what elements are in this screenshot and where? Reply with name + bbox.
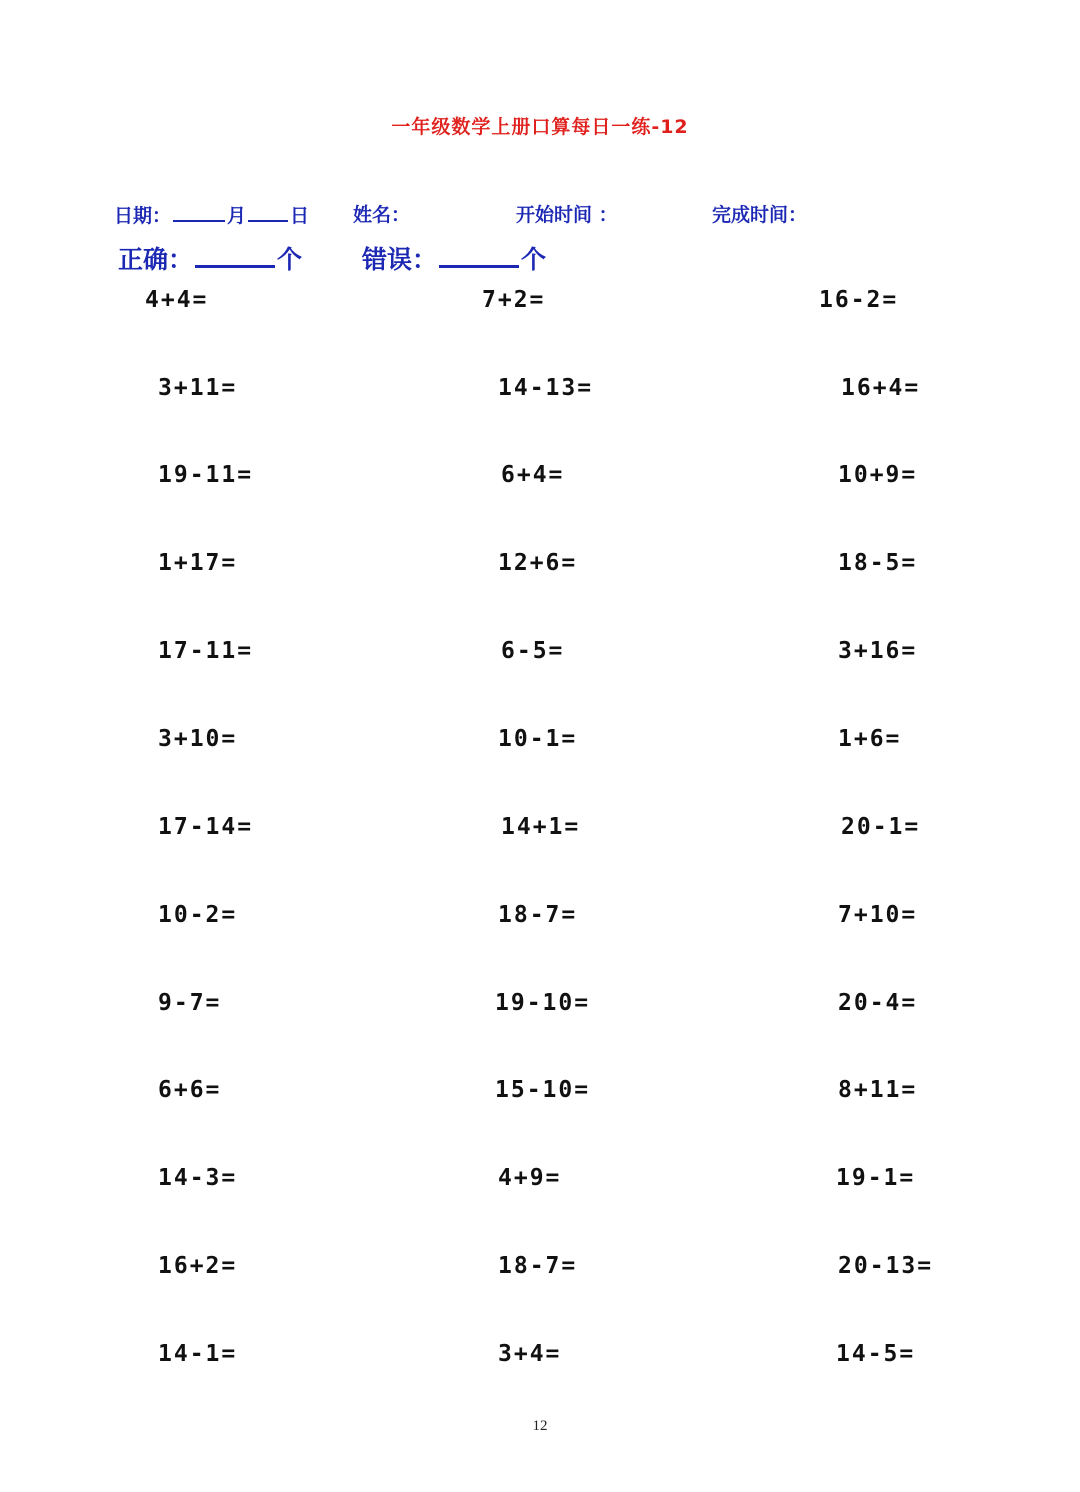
problem-item: 19-11= bbox=[158, 462, 254, 488]
problem-item: 4+9= bbox=[498, 1165, 562, 1191]
problem-item: 3+4= bbox=[498, 1341, 562, 1367]
problem-item: 14+1= bbox=[501, 814, 581, 840]
problem-item: 14-13= bbox=[498, 375, 594, 401]
correct-unit: 个 bbox=[277, 245, 303, 274]
problem-item: 14-3= bbox=[158, 1165, 238, 1191]
date-field bbox=[114, 200, 309, 228]
wrong-count-blank[interactable] bbox=[439, 241, 519, 268]
problem-item: 6+6= bbox=[158, 1077, 222, 1103]
problem-item: 10-1= bbox=[498, 726, 578, 752]
start-time-label: 开始时间 ： bbox=[516, 204, 618, 226]
day-blank[interactable] bbox=[248, 200, 288, 222]
problem-item: 17-14= bbox=[158, 814, 254, 840]
problem-item: 10-2= bbox=[158, 902, 238, 928]
finish-time-label: 完成时间： bbox=[712, 204, 808, 226]
problem-item: 20-4= bbox=[838, 990, 918, 1016]
page-number: 12 bbox=[532, 1418, 548, 1434]
wrong-label: 错误： bbox=[362, 245, 438, 274]
problem-item: 12+6= bbox=[498, 550, 578, 576]
correct-label: 正确： bbox=[118, 245, 194, 274]
problem-item: 3+10= bbox=[158, 726, 238, 752]
wrong-unit: 个 bbox=[521, 245, 547, 274]
problem-item: 14-5= bbox=[836, 1341, 916, 1367]
problem-item: 20-1= bbox=[841, 814, 921, 840]
problem-item: 7+2= bbox=[482, 287, 546, 313]
problem-item: 16-2= bbox=[819, 287, 899, 313]
problem-item: 16+4= bbox=[841, 375, 921, 401]
problem-item: 20-13= bbox=[838, 1253, 934, 1279]
problem-item: 16+2= bbox=[158, 1253, 238, 1279]
wrong-count-field bbox=[362, 240, 546, 276]
problem-item: 1+6= bbox=[838, 726, 902, 752]
date-label: 日期： bbox=[114, 205, 172, 227]
problem-item: 14-1= bbox=[158, 1341, 238, 1367]
problem-item: 18-5= bbox=[838, 550, 918, 576]
worksheet-title: 一年级数学上册口算每日一练-12 bbox=[391, 116, 689, 138]
correct-count-field bbox=[118, 240, 302, 276]
problem-item: 6+4= bbox=[501, 462, 565, 488]
correct-count-blank[interactable] bbox=[195, 241, 275, 268]
name-label: 姓名： bbox=[353, 204, 411, 226]
month-label: 月 bbox=[227, 205, 247, 227]
problem-item: 10+9= bbox=[838, 462, 918, 488]
problem-item: 3+16= bbox=[838, 638, 918, 664]
problem-item: 19-1= bbox=[836, 1165, 916, 1191]
problem-item: 6-5= bbox=[501, 638, 565, 664]
problem-item: 17-11= bbox=[158, 638, 254, 664]
problem-item: 18-7= bbox=[498, 1253, 578, 1279]
problem-item: 1+17= bbox=[158, 550, 238, 576]
problem-item: 19-10= bbox=[495, 990, 591, 1016]
problem-item: 4+4= bbox=[145, 287, 209, 313]
problem-item: 9-7= bbox=[158, 990, 222, 1016]
problem-item: 8+11= bbox=[838, 1077, 918, 1103]
problem-item: 7+10= bbox=[838, 902, 918, 928]
problem-item: 15-10= bbox=[495, 1077, 591, 1103]
month-blank[interactable] bbox=[173, 200, 225, 222]
day-label: 日 bbox=[290, 205, 310, 227]
problem-item: 3+11= bbox=[158, 375, 238, 401]
problem-item: 18-7= bbox=[498, 902, 578, 928]
